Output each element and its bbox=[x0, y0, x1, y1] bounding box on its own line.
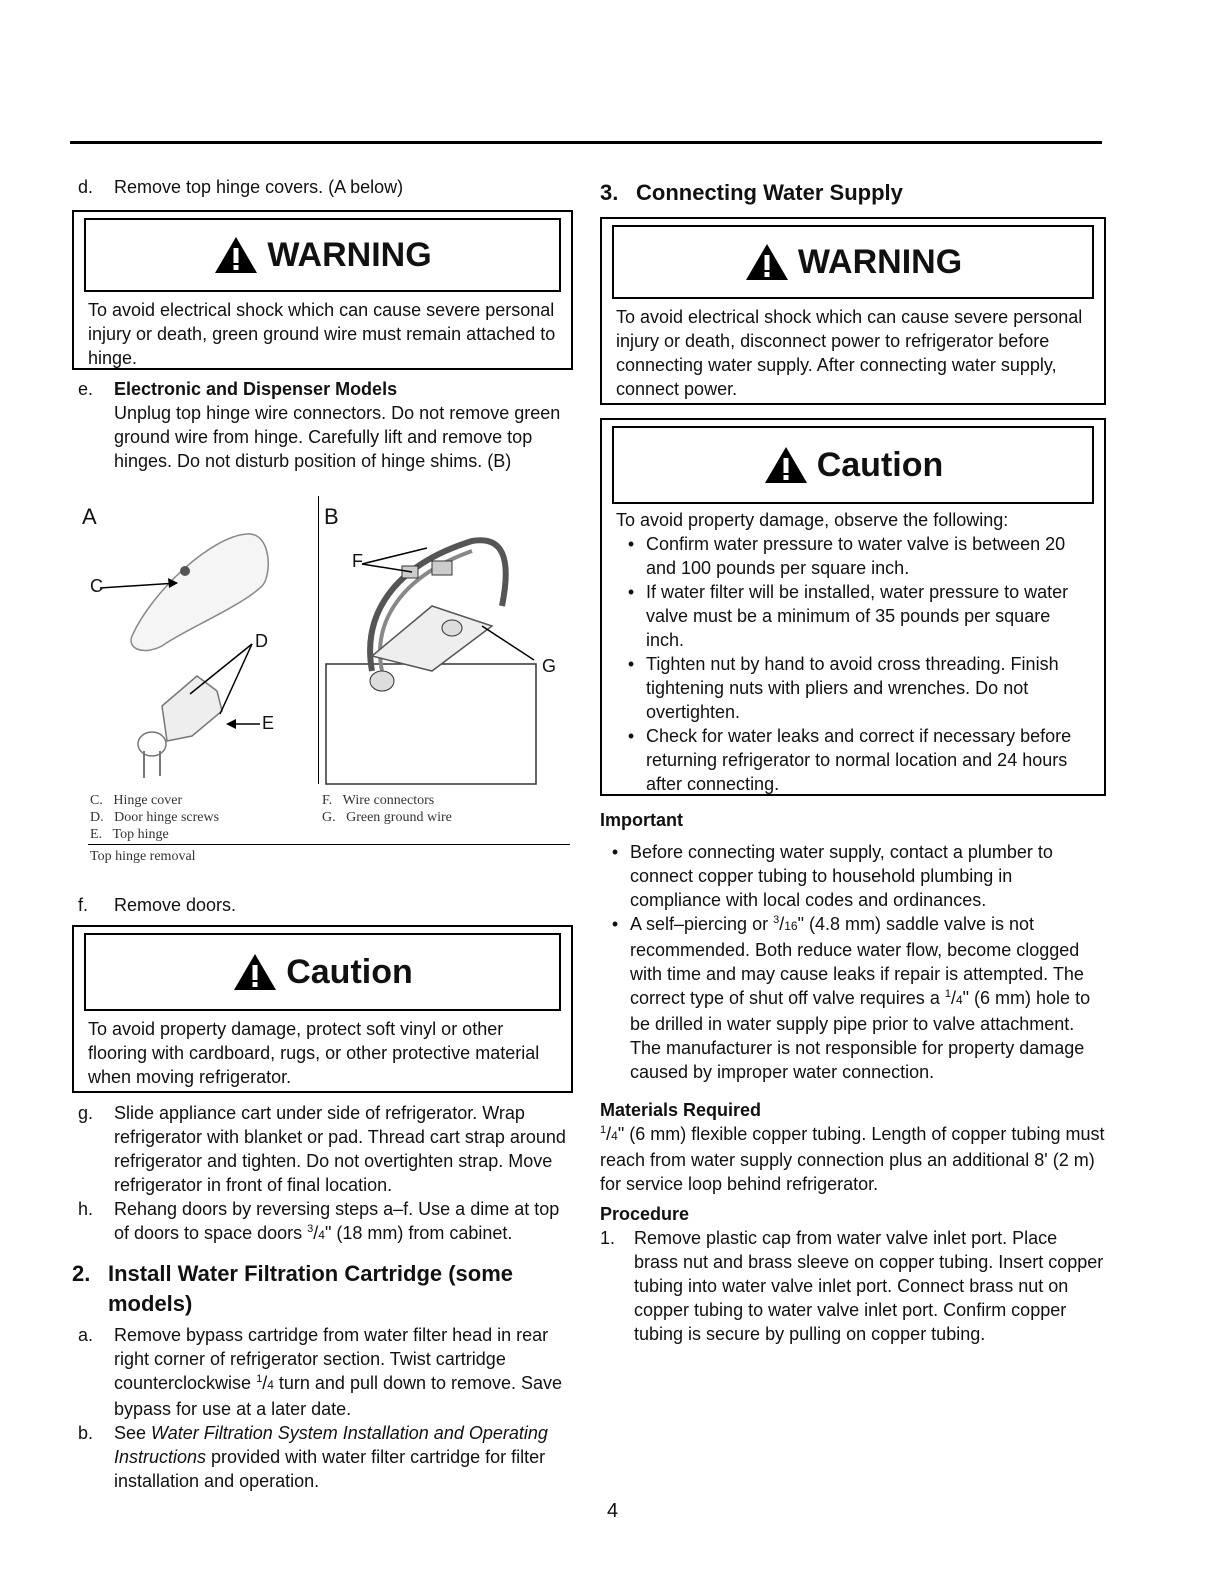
list-item-text: " (6 mm) hole to be drilled in water supply pipe prior to valve attachment. The manufacturer is not responsible for property damage caused by improper water connection. bbox=[630, 988, 1091, 1082]
legend-item: E. Top hinge bbox=[90, 827, 169, 842]
fraction-numerator: 3 bbox=[773, 914, 780, 926]
document-reference: Water Filtration System Installation and Operating Instructions bbox=[114, 1423, 548, 1467]
header-rule bbox=[70, 141, 1102, 144]
list-item: • Check for water leaks and correct if necessary before returning refrigerator to normal location and 24 hours after connecting. bbox=[616, 724, 1090, 796]
materials-text: $^1$/4" (6 mm) flexible copper tubing. Length of copper tubing must reach from water supply connection plus an additional 8' (2 m) for service loop behind refrigerator. bbox=[600, 1124, 1105, 1194]
warning-box-hinge bbox=[72, 210, 573, 370]
legend-item: F. Wire connectors bbox=[322, 793, 435, 808]
step-text: provided with water filter cartridge for filter installation and operation. bbox=[114, 1447, 546, 1491]
left-column bbox=[72, 175, 577, 199]
section-3-heading bbox=[600, 178, 1105, 208]
legend-b bbox=[322, 792, 452, 826]
callout-g: G bbox=[542, 656, 557, 676]
warning-title: WARNING bbox=[797, 242, 963, 281]
figure-label-a: A bbox=[82, 504, 97, 529]
step-letter: a. bbox=[78, 1325, 94, 1345]
callout-d: D bbox=[255, 631, 268, 651]
warning-triangle-icon bbox=[744, 242, 790, 282]
callout-c: C bbox=[90, 576, 103, 596]
caution-title: Caution bbox=[286, 952, 413, 991]
caution-triangle-icon bbox=[232, 952, 278, 992]
legend-item: D. Door hinge screws bbox=[90, 810, 220, 825]
fraction-numerator: 1 bbox=[600, 1124, 607, 1136]
step-letter: g. bbox=[78, 1103, 94, 1123]
list-item: • Tighten nut by hand to avoid cross threading. Finish tightening nuts with pliers and wrenches. Do not overtighten. bbox=[616, 652, 1090, 724]
step-text: Remove bypass cartridge from water filter head in rear right corner of refrigerator section. Twist cartridge counterclockwise bbox=[114, 1325, 549, 1393]
caution-list bbox=[616, 532, 1090, 796]
step-2b bbox=[72, 1421, 577, 1493]
step-text: Rehang doors by reversing steps a–f. Use a dime at top of doors to space doors bbox=[114, 1199, 560, 1243]
procedure-heading: Procedure bbox=[600, 1204, 690, 1224]
step-letter: h. bbox=[78, 1199, 94, 1219]
step-title: Electronic and Dispenser Models bbox=[114, 379, 398, 399]
fraction-numerator: 1 bbox=[944, 988, 951, 1000]
fraction-denominator: 4 bbox=[267, 1378, 274, 1392]
legend-item: C. Hinge cover bbox=[90, 793, 183, 808]
step-text: Remove top hinge covers. (A below) bbox=[114, 177, 404, 197]
caution-title: Caution bbox=[816, 445, 944, 484]
caution-body: To avoid property damage, protect soft vinyl or other flooring with cardboard, rugs, or other protective material when moving refrigerator. bbox=[88, 1019, 540, 1087]
callout-e: E bbox=[262, 713, 275, 733]
list-item-text: Tighten nut by hand to avoid cross threading. Finish tightening nuts with pliers and wrenches. Do not overtighten. bbox=[646, 654, 1059, 722]
figure-label-b: B bbox=[324, 504, 339, 529]
section-title: Connecting Water Supply bbox=[636, 180, 903, 205]
step-e bbox=[72, 377, 577, 473]
figure-caption: Top hinge removal bbox=[90, 849, 196, 864]
step-text: turn and pull down to remove. Save bypass for use at a later date. bbox=[114, 1373, 563, 1419]
step-text: Slide appliance cart under side of refrigerator. Wrap refrigerator with blanket or pad. Thread cart strap around refrigerator and tighten. Do not overtighten strap. Move refrigerator in front of final location. bbox=[114, 1103, 566, 1195]
step-text: Unplug top hinge wire connectors. Do not remove green ground wire from hinge. Carefully lift and remove top hinges. Do not disturb position of hinge shims. (B) bbox=[114, 403, 561, 471]
warning-header bbox=[612, 225, 1094, 299]
list-item: • If water filter will be installed, water pressure to water valve must be a minimum of 35 pounds per square inch. bbox=[616, 580, 1090, 652]
materials-heading: Materials Required bbox=[600, 1100, 762, 1120]
list-item-text: A self–piercing or bbox=[630, 914, 774, 934]
step-letter: e. bbox=[78, 379, 94, 399]
step-h: h. Rehang doors by reversing steps a–f. Use a dime at top of doors to space doors $^3$/4" (18 mm) from cabinet. bbox=[72, 1197, 577, 1247]
fraction-denominator: 4 bbox=[318, 1228, 325, 1242]
callout-f: F bbox=[352, 551, 363, 571]
important-heading: Important bbox=[600, 810, 683, 830]
procedure-step-1 bbox=[600, 1226, 1105, 1346]
list-item: • Before connecting water supply, contact a plumber to connect copper tubing to household plumbing in compliance with local codes and ordinances. bbox=[600, 840, 1105, 912]
step-g bbox=[72, 1101, 577, 1197]
caption-rule bbox=[88, 844, 570, 845]
caution-header bbox=[612, 426, 1094, 504]
list-item-text: Confirm water pressure to water valve is between 20 and 100 pounds per square inch. bbox=[646, 534, 1066, 578]
warning-title: WARNING bbox=[267, 235, 432, 274]
section-number: 2. bbox=[72, 1261, 91, 1286]
page-number: 4 bbox=[606, 1500, 619, 1522]
hinge-figure bbox=[72, 496, 572, 876]
caution-intro: To avoid property damage, observe the following: bbox=[616, 510, 1009, 530]
step-text: Remove plastic cap from water valve inlet port. Place brass nut and brass sleeve on copper tubing. Insert copper tubing into water valve inlet port. Connect brass nut on copper tubing to water valve inlet port. Confirm copper tubing is secure by pulling on copper tubing. bbox=[634, 1228, 1104, 1344]
step-text: Remove doors. bbox=[114, 895, 237, 915]
caution-box-water bbox=[600, 418, 1106, 796]
step-letter: d. bbox=[78, 177, 94, 197]
section-2-heading bbox=[72, 1259, 577, 1319]
right-lower bbox=[600, 808, 1105, 1346]
step-letter: b. bbox=[78, 1423, 94, 1443]
hinge-drawing bbox=[72, 496, 572, 786]
caution-box-flooring bbox=[72, 925, 573, 1093]
caution-header bbox=[84, 933, 561, 1011]
step-text: " (18 mm) from cabinet. bbox=[324, 1223, 513, 1243]
step-letter: f. bbox=[78, 895, 89, 915]
step-d bbox=[72, 175, 577, 199]
section-title: Install Water Filtration Cartridge (some models) bbox=[108, 1261, 514, 1316]
warning-body: To avoid electrical shock which can cause severe personal injury or death, disconnect power to refrigerator before connecting water supply. After connecting water supply, connect power. bbox=[616, 307, 1083, 399]
list-item-text: " (4.8 mm) saddle valve is not recommended. Both reduce water flow, become clogged with time and may cause leaks if repair is attempted. The correct type of shut off valve requires a bbox=[630, 914, 1084, 1008]
list-item-text: If water filter will be installed, water pressure to water valve must be a minimum of 35 pounds per square inch. bbox=[646, 582, 1069, 650]
caution-triangle-icon bbox=[763, 445, 809, 485]
legend-item: G. Green ground wire bbox=[322, 810, 452, 825]
fraction-numerator: 1 bbox=[256, 1373, 263, 1385]
fraction-denominator: 4 bbox=[611, 1129, 618, 1143]
list-item-text: Check for water leaks and correct if necessary before returning refrigerator to normal location and 24 hours after connecting. bbox=[646, 726, 1072, 794]
list-item-text: Before connecting water supply, contact a plumber to connect copper tubing to household plumbing in compliance with local codes and ordinances. bbox=[630, 842, 1053, 910]
warning-box-water bbox=[600, 217, 1106, 405]
step-number: 1. bbox=[600, 1228, 616, 1248]
fraction-denominator: 4 bbox=[955, 993, 963, 1007]
important-list bbox=[600, 840, 1105, 1084]
legend-a bbox=[90, 792, 219, 843]
steps-g-h bbox=[72, 1101, 577, 1493]
list-item: • A self–piercing or $^3$/16" (4.8 mm) saddle valve is not recommended. Both reduce water flow, become clogged with time and may cause leaks if repair is attempted. The correct type of shut off valve requires a $^1$/4" (6 mm) hole to be drilled in water supply pipe prior to valve attachment. The manufacturer is not responsible for property damage caused by improper water connection. bbox=[611, 914, 1091, 1082]
step-2a: a. Remove bypass cartridge from water filter head in rear right corner of refrigerator section. Twist cartridge counterclockwise $^1$/4 turn and pull down to remove. Save bypass for use at a later date. bbox=[72, 1323, 577, 1421]
section-number: 3. bbox=[600, 180, 619, 205]
warning-triangle-icon bbox=[213, 235, 259, 275]
warning-header bbox=[84, 218, 561, 292]
step-f bbox=[72, 893, 577, 917]
fraction-numerator: 3 bbox=[307, 1223, 314, 1235]
materials-body: " (6 mm) flexible copper tubing. Length of copper tubing must reach from water supply connection plus an additional 8' (2 m) for service loop behind refrigerator. bbox=[600, 1124, 1105, 1194]
caution-body bbox=[602, 504, 1104, 800]
list-item: • Confirm water pressure to water valve is between 20 and 100 pounds per square inch. bbox=[616, 532, 1090, 580]
fraction-denominator: 16 bbox=[784, 919, 798, 933]
step-text: See bbox=[114, 1423, 152, 1443]
warning-body: To avoid electrical shock which can cause severe personal injury or death, green ground wire must remain attached to hinge. bbox=[88, 300, 556, 368]
